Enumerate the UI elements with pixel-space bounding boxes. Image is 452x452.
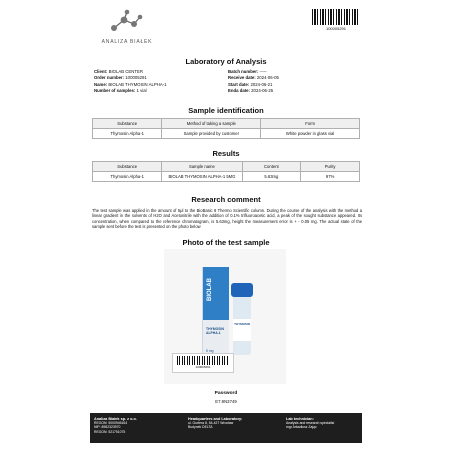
footer-technician <box>286 417 334 430</box>
table-header-cell: Substance <box>93 119 162 129</box>
password-value: E7.9N3749 <box>215 399 237 404</box>
table-cell: Thymosin Alpha-1 <box>93 172 162 182</box>
order-value: 100005291 <box>125 75 147 81</box>
table-header-cell: Method of taking a sample <box>162 119 261 129</box>
order-label: Order number: <box>94 75 125 81</box>
table-header-row <box>93 162 360 172</box>
barcode-bars <box>312 9 360 25</box>
start-label: Start date: <box>228 81 250 87</box>
batch-label: Batch number: <box>228 69 259 74</box>
sample-photo <box>164 249 286 384</box>
footer-company-title: Analiza Białek sp. z o.o. <box>94 417 137 421</box>
table-cell: Thymosin Alpha-1 <box>93 129 162 139</box>
table-cell: White powder in glass vial <box>261 129 360 139</box>
footer-line: Budynek DELTA <box>188 425 213 430</box>
receive-value: 2024-06-05 <box>256 75 279 81</box>
table-cell: 5.63mg <box>242 172 301 182</box>
footer-line: Analysis and research specialist <box>286 421 335 426</box>
vial-label-text: THYMOSIN <box>234 322 250 326</box>
table-cell: Sample provided by customer <box>162 129 261 139</box>
barcode-bars <box>177 356 229 365</box>
client-label: Client: <box>94 69 108 74</box>
footer-line: mgr Arkadiusz Zając <box>286 425 317 430</box>
name-value: BIOLAB THYMOSIN ALPHA-1 <box>108 81 167 87</box>
vial-label <box>233 319 251 341</box>
start-value: 2024-06-21 <box>250 81 273 87</box>
end-label: Enda date: <box>228 88 250 94</box>
report-number: 100005291 <box>325 26 347 31</box>
sample-label-barcode <box>172 353 234 373</box>
sample-identification-table <box>92 118 360 139</box>
box-dose: 5 mg <box>206 349 214 353</box>
report-barcode <box>312 9 360 31</box>
vial-cap <box>231 283 253 297</box>
footer-line: REGON: 521751075 <box>94 429 126 434</box>
footer-tech-title: Lab technician: <box>286 417 314 421</box>
photo-title: Photo of the test sample <box>182 238 270 247</box>
table-row <box>93 172 360 182</box>
vial <box>230 283 254 355</box>
client-value: BIOLAB CENTER <box>108 69 143 74</box>
footer-company <box>94 417 137 434</box>
table-header-cell: Form <box>261 119 360 129</box>
box-brand: BIOLAB <box>207 278 213 301</box>
molecule-logo-icon <box>92 8 162 36</box>
sample-label-number: 100005291 <box>195 365 211 369</box>
table-cell: BIOLAB THYMOSIN ALPHA-1 5MG <box>162 172 242 182</box>
research-comment-text: The test sample was applied in the amount of 5μl to the BioBasic 8 Thermo Scientific column. During the course of the analysis with the method a linear gradient in the solvents of H2O and Acetonitrile with the addition of 0.1% trifluoroacetic acid, a peak of the sought substance appeared. Its concentration, when compared to the reference chromatogram, is 5.63mg, height the measurement error is + - 0.05 mg. The actual state of the sample sent before the test is presented on the photo below <box>92 208 362 230</box>
table-header-row <box>93 119 360 129</box>
footer-headquarters <box>188 417 242 430</box>
table-header-cell: Purity <box>301 162 360 172</box>
results-title: Results <box>212 149 240 158</box>
receive-label: Receive date: <box>228 75 256 81</box>
vial-glass <box>233 297 251 355</box>
batch-value: ----- <box>259 69 267 74</box>
table-header-cell: Sample name <box>162 162 242 172</box>
footer-hq-title: Headquarters and Laboratory: <box>188 417 243 421</box>
password-label: Password <box>214 391 238 396</box>
results-table <box>92 161 360 182</box>
product-box <box>202 267 229 363</box>
page-title: Laboratory of Analysis <box>185 57 267 66</box>
table-cell: 97% <box>301 172 360 182</box>
box-product-name: THYMOSIN ALPHA-1 <box>206 327 224 335</box>
table-row <box>93 129 360 139</box>
footer-line: NIP: 8982323970 <box>94 425 121 430</box>
samples-label: Number of samples: <box>94 88 136 94</box>
samples-value: 1 vial <box>136 88 147 94</box>
company-logo <box>92 8 162 54</box>
sample-identification-title: Sample identification <box>188 106 264 115</box>
info-right <box>228 69 279 95</box>
company-name: ANALIZA BIAŁEK <box>101 39 153 45</box>
name-label: Name: <box>94 81 108 87</box>
page-footer <box>90 413 362 443</box>
footer-line: REGON: 5000946164 <box>94 421 128 426</box>
info-left <box>94 69 167 95</box>
footer-line: ul. Gurtera 8, 54-427 Wrocław <box>188 421 234 426</box>
research-comment-title: Research comment <box>191 195 261 204</box>
table-header-cell: Content <box>242 162 301 172</box>
table-header-cell: Substance <box>93 162 162 172</box>
end-value: 2024-06-25 <box>251 88 274 94</box>
